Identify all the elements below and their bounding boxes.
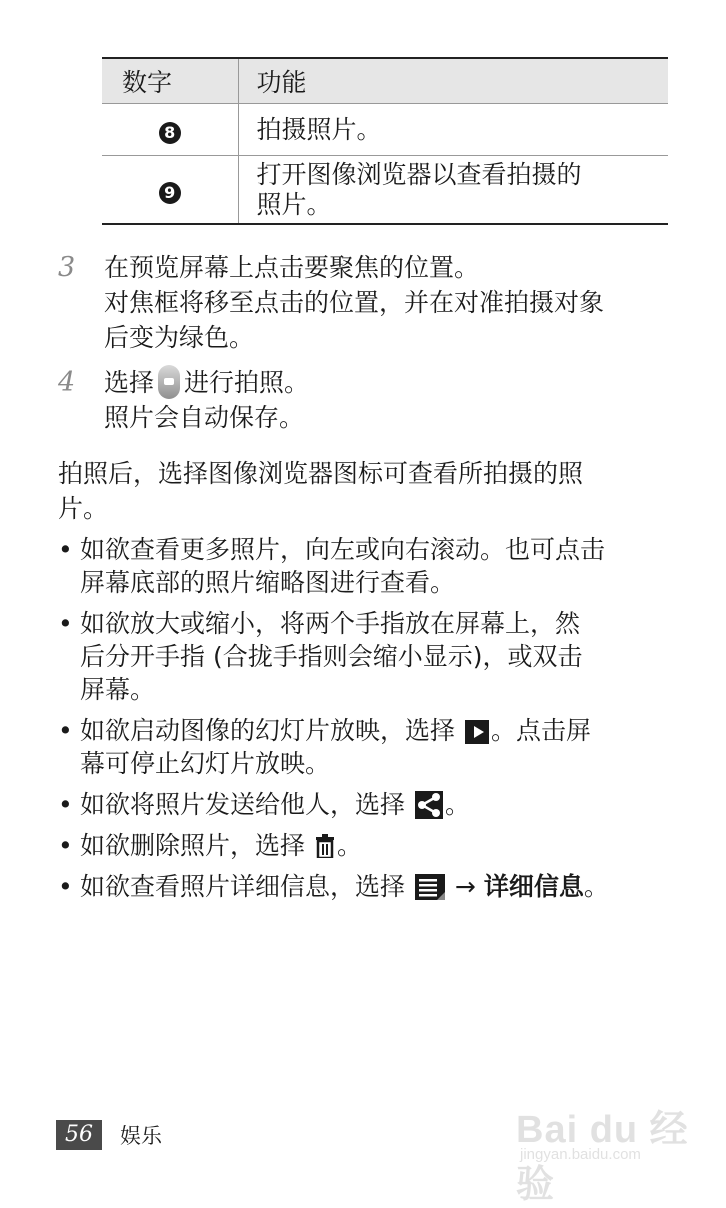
list-item: • 如欲放大或缩小，将两个手指放在屏幕上，然 后分开手指 (合拢手指则会缩小显示)，或双击 屏幕。 [58, 607, 673, 706]
step-3 [58, 250, 684, 355]
step-number: 4 [58, 367, 76, 398]
watermark-logo-text: Bai du 经验 [516, 1109, 689, 1206]
share-icon [415, 791, 443, 819]
step-main-text: 选择 进行拍照。 [104, 365, 684, 400]
menu-icon [415, 874, 445, 900]
header-function: 功能 [238, 58, 668, 104]
watermark-url-text: jingyan.baidu.com [520, 1146, 641, 1163]
number-8-badge: 8 [159, 122, 181, 144]
header-number: 数字 [102, 58, 238, 104]
function-table [102, 57, 668, 225]
baidu-watermark [510, 1080, 710, 1206]
body-paragraph: 拍照后，选择图像浏览器图标可查看所拍摄的照 片。 [58, 459, 584, 523]
step-sub-text: 对焦框将移至点击的位置，并在对准拍摄对象 后变为绿色。 [104, 288, 605, 352]
slideshow-play-icon [465, 720, 489, 744]
list-item: • 如欲删除照片，选择 。 [58, 829, 673, 862]
camera-shutter-icon [158, 365, 180, 399]
list-item: • 如欲启动图像的幻灯片放映，选择 。点击屏 幕可停止幻灯片放映。 [58, 714, 673, 780]
table-row [102, 104, 668, 156]
tips-list [58, 533, 673, 911]
step-main-text: 在预览屏幕上点击要聚焦的位置。 [104, 253, 480, 282]
list-item: • 如欲查看更多照片，向左或向右滚动。也可点击 屏幕底部的照片缩略图进行查看。 [58, 533, 673, 599]
step-4 [58, 365, 684, 435]
page-number: 56 [56, 1120, 102, 1150]
number-9-badge: 9 [159, 182, 181, 204]
list-item: • 如欲将照片发送给他人，选择 。 [58, 788, 673, 821]
step-number: 3 [58, 252, 76, 283]
page-footer [56, 1120, 162, 1150]
section-title: 娱乐 [120, 1124, 162, 1148]
function-cell: 拍摄照片。 [238, 104, 668, 156]
step-sub-text: 照片会自动保存。 [104, 403, 305, 432]
trash-icon [315, 834, 335, 858]
table-row [102, 156, 668, 225]
list-item: • 如欲查看照片详细信息，选择 → 详细信息。 [58, 870, 673, 903]
function-cell: 打开图像浏览器以查看拍摄的 照片。 [238, 156, 668, 225]
